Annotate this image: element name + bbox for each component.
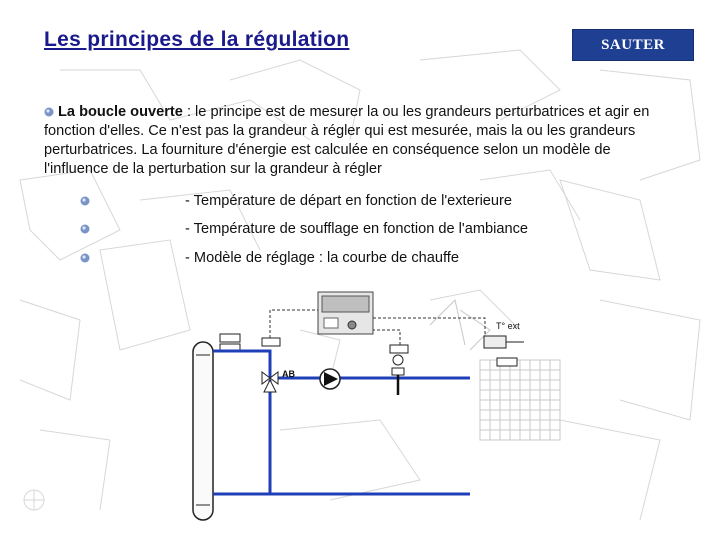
intro-body: : le principe est de mesurer la ou les grandeurs perturbatrices et agir en fonction d'elles. Ce n'est pas la grandeur à régler qui est mesurée, mais la ou les grandeurs perturbatrices. La fourniture d'énergie est calculée en conséquence selon un modèle de l'influence de la perturbation sur la grandeur à régler (44, 104, 650, 177)
pump-icon (320, 369, 340, 389)
boiler-column (193, 342, 213, 520)
instrument-box (220, 334, 240, 342)
return-pipe (213, 380, 470, 494)
outdoor-temperature-label: T° ext (496, 321, 520, 331)
intro-lead: La boucle ouverte (58, 104, 183, 120)
valve-label: AB (282, 369, 295, 379)
bullet-text: - Modèle de réglage : la courbe de chauffe (185, 250, 459, 266)
supply-pipe (213, 351, 470, 378)
bullet-text: - Température de départ en fonction de l'exterieure (185, 193, 513, 209)
instrument-box (497, 358, 517, 366)
logo-text: SAUTER (601, 36, 665, 53)
page-title: Les principes de la régulation (44, 28, 350, 51)
controller-unit (318, 292, 373, 334)
instrument-box (390, 345, 408, 353)
supply-temperature-sensor-icon (392, 355, 404, 395)
instrument-box (262, 338, 280, 346)
outdoor-temperature-sensor-icon (484, 336, 524, 348)
bullet-text: - Température de soufflage en fonction de l'ambiance (185, 221, 528, 237)
